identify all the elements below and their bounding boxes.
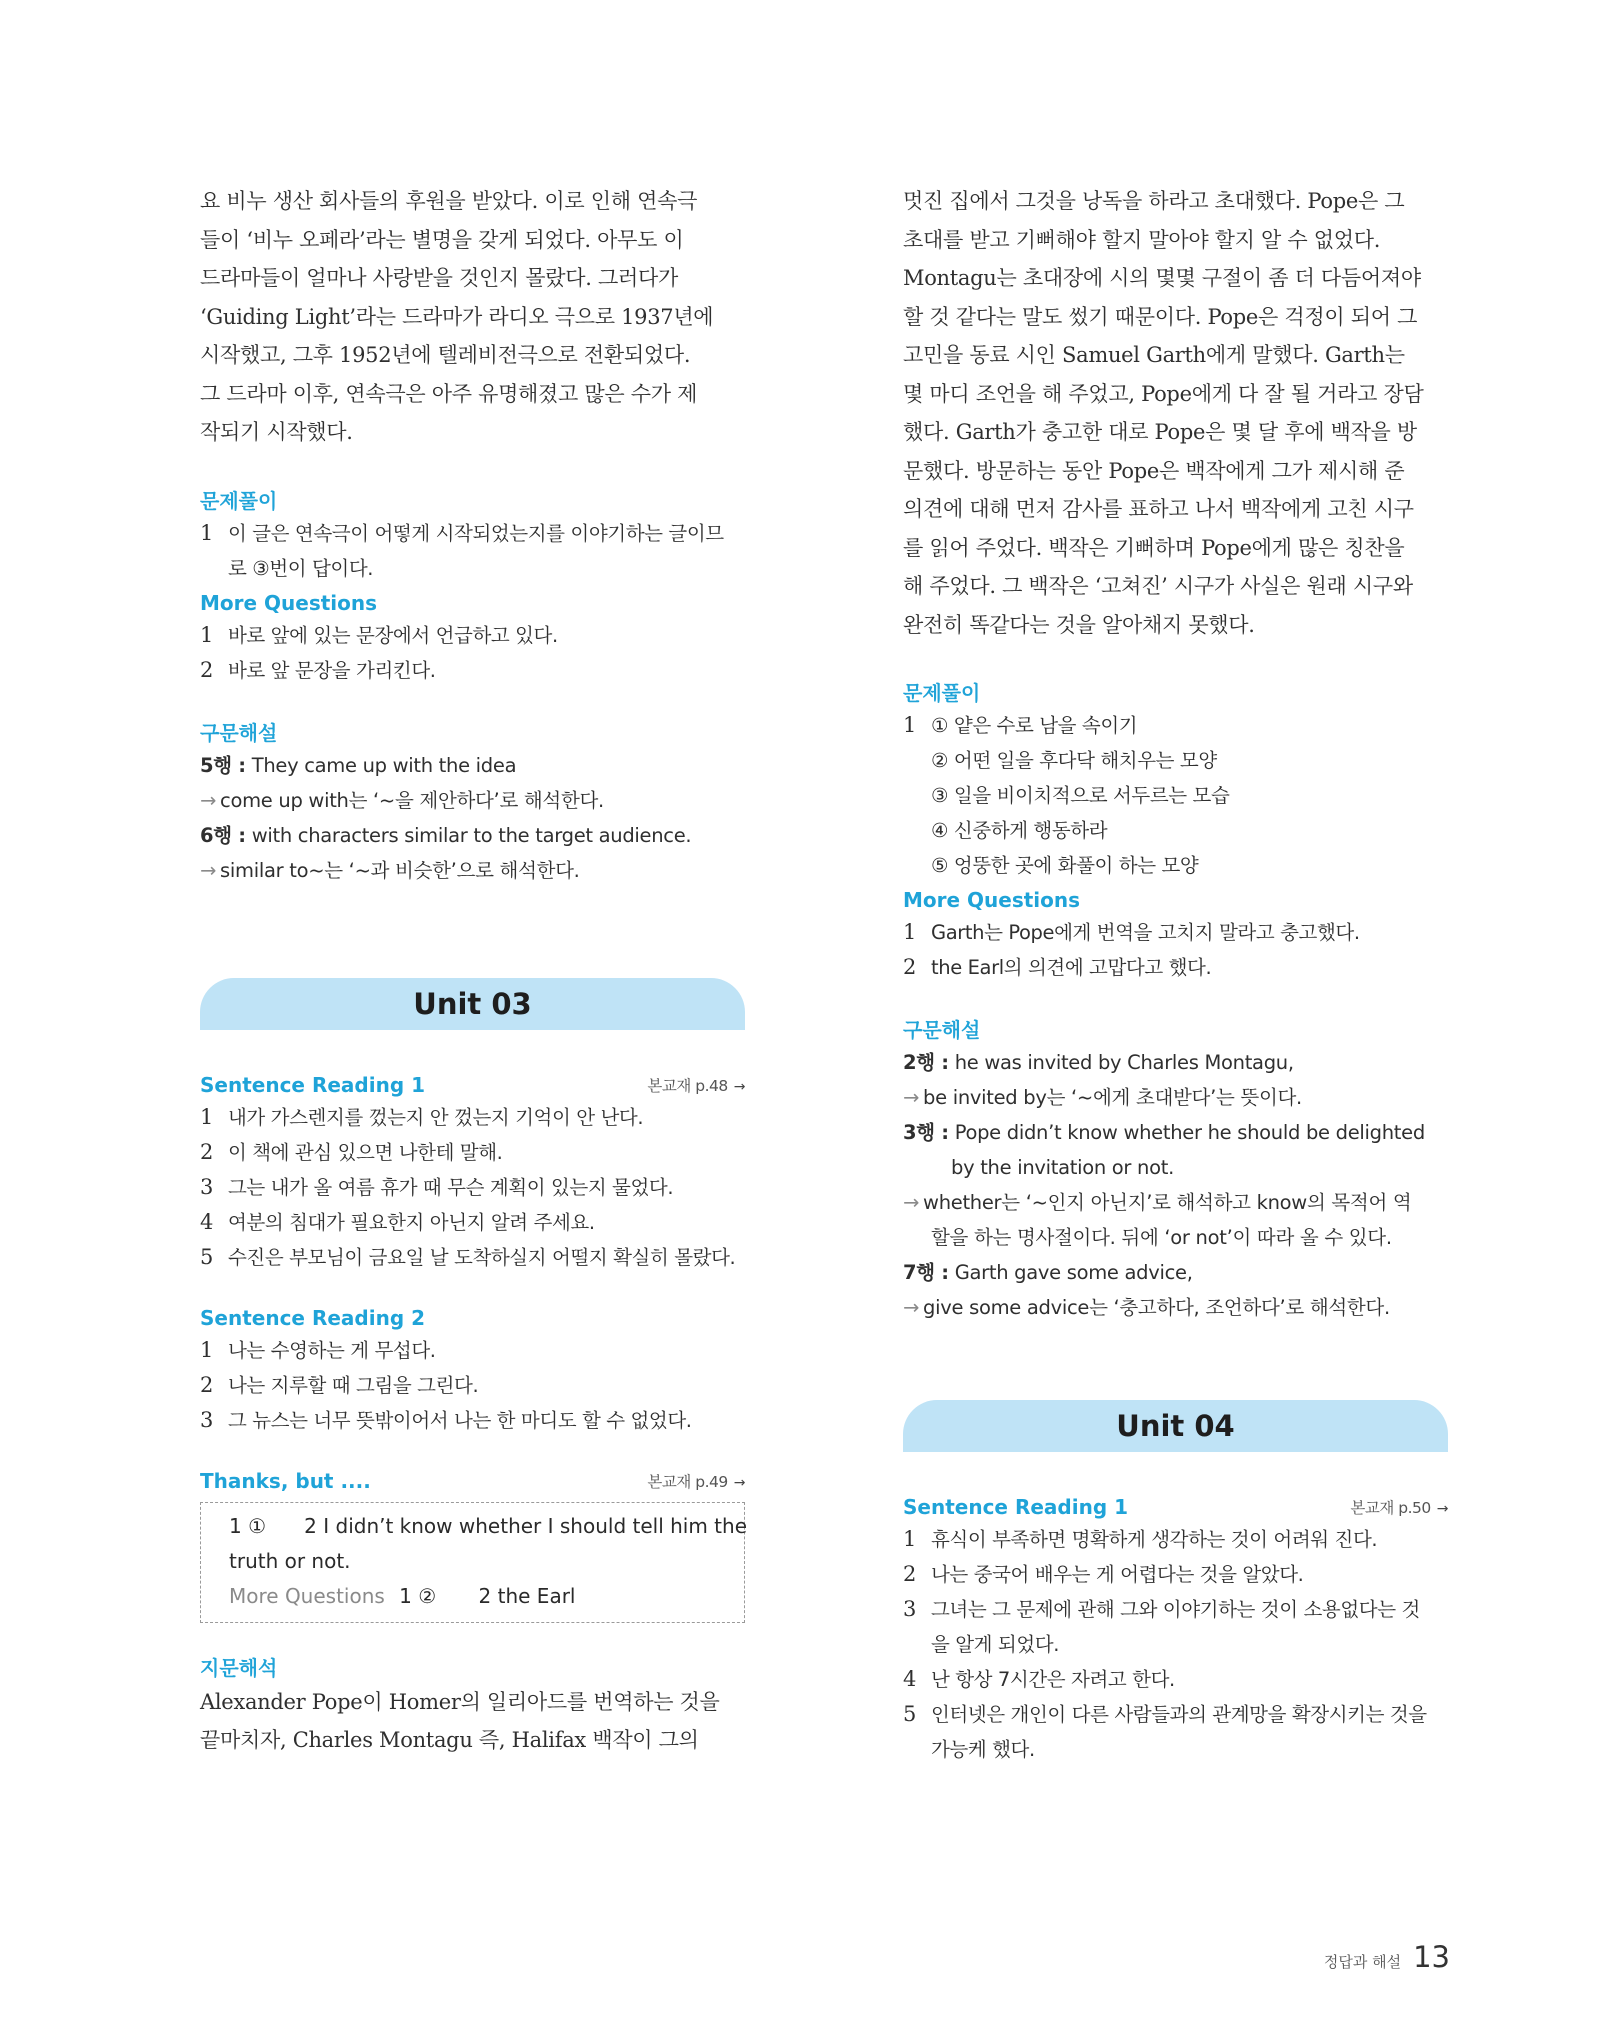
arrow-icon: → — [903, 1296, 920, 1319]
grammar-text: Pope didn’t know whether he should be delighted — [954, 1121, 1425, 1144]
unit-banner — [200, 978, 745, 1030]
item-number: 2 — [200, 1372, 213, 1397]
list-item — [903, 1557, 1448, 1592]
item-text: 바로 앞에 있는 문장에서 언급하고 있다. — [228, 623, 558, 647]
grammar-note-continued: 할을 하는 명사절이다. 뒤에 ‘or not’이 따라 올 수 있다. — [931, 1226, 1392, 1249]
grammar-text: similar to~는 ‘~과 비슷한’으로 해석한다. — [220, 858, 580, 882]
item-text: ⑤ 엉뚱한 곳에 화풀이 하는 모양 — [931, 854, 1199, 877]
text-line: 작되기 시작했다. — [200, 420, 353, 444]
translation-paragraph — [200, 1683, 745, 1760]
page-reference — [647, 1074, 745, 1096]
page-footer — [1324, 1940, 1450, 1974]
unit-title: Unit 03 — [413, 986, 532, 1021]
answer-box — [200, 1502, 748, 1623]
list-item — [200, 1240, 745, 1275]
arrow-right-icon: → — [733, 1474, 745, 1491]
line-ref: 2행 : — [903, 1051, 949, 1074]
section-header — [903, 1492, 1448, 1522]
page-number: 13 — [1413, 1940, 1450, 1974]
answer-value: 1 ② — [399, 1583, 437, 1608]
arrow-icon: → — [200, 858, 217, 882]
item-number: 3 — [200, 1407, 213, 1432]
problem-title: 문제풀이 — [903, 681, 981, 705]
arrow-icon: → — [200, 788, 217, 812]
list-item — [200, 1403, 745, 1438]
grammar-text: Garth gave some advice, — [954, 1261, 1193, 1284]
item-text: 가능케 했다. — [931, 1738, 1035, 1761]
text-line: 했다. Garth가 충고한 대로 Pope은 몇 달 후에 백작을 방 — [903, 420, 1417, 444]
sentence-reading-2-title: Sentence Reading 2 — [200, 1305, 426, 1330]
list-item — [200, 1135, 745, 1170]
page-reference-text: 본교재 p.49 — [647, 1472, 728, 1491]
grammar-text: They came up with the idea — [251, 753, 517, 777]
grammar-text: he was invited by Charles Montagu, — [954, 1051, 1294, 1074]
grammar-text: come up with는 ‘~을 제안하다’로 해석한다. — [220, 788, 604, 812]
text-line: 멋진 집에서 그것을 낭독을 하라고 초대했다. Pope은 그 — [903, 189, 1405, 213]
page-reference-text: 본교재 p.50 — [1350, 1499, 1431, 1517]
item-number: 1 — [903, 1527, 916, 1551]
more-questions-label: More Questions — [229, 1583, 385, 1608]
line-ref: 6행 : — [200, 823, 246, 847]
grammar-note — [903, 1290, 1448, 1325]
item-text: 나는 지루할 때 그림을 그린다. — [228, 1373, 479, 1397]
text-line: 끝마치자, Charles Montagu 즉, Halifax 백작이 그의 — [200, 1728, 699, 1752]
answer-line: truth or not. — [229, 1548, 351, 1573]
item-number: 1 — [200, 1104, 213, 1129]
item-text: 여분의 침대가 필요한지 아닌지 알려 주세요. — [228, 1210, 595, 1234]
answer-more-questions — [229, 1579, 744, 1614]
item-number: 1 — [200, 622, 213, 647]
arrow-right-icon: → — [733, 1078, 745, 1095]
item-text: the Earl의 의견에 고맙다고 했다. — [931, 956, 1212, 979]
grammar-text: with characters similar to the target audience. — [251, 823, 692, 847]
item-text: ③ 일을 비이치적으로 서두르는 모습 — [931, 784, 1230, 807]
item-text: 이 책에 관심 있으면 나한테 말해. — [228, 1140, 503, 1164]
text-line: 완전히 똑같다는 것을 알아채지 못했다. — [903, 612, 1255, 637]
text-line: 해 주었다. 그 백작은 ‘고쳐진’ 시구가 사실은 원래 시구와 — [903, 574, 1413, 598]
item-text: 내가 가스렌지를 껐는지 안 껐는지 기억이 안 난다. — [228, 1105, 644, 1129]
grammar-title: 구문해설 — [903, 1018, 981, 1042]
item-number: 2 — [903, 955, 916, 979]
list-item — [200, 618, 745, 653]
thanks-but-title: Thanks, but .... — [200, 1468, 371, 1493]
item-number: 2 — [200, 657, 213, 682]
list-item — [200, 1368, 745, 1403]
text-line: 몇 마디 조언을 해 주었고, Pope에게 다 잘 될 거라고 장담 — [903, 381, 1424, 406]
arrow-right-icon: → — [1436, 1501, 1448, 1517]
list-item — [903, 950, 1448, 985]
arrow-icon: → — [903, 1191, 920, 1214]
list-item — [903, 1522, 1448, 1557]
item-number: 1 — [903, 713, 916, 737]
text-line: 고민을 동료 시인 Samuel Garth에게 말했다. Garth는 — [903, 343, 1405, 367]
grammar-note — [903, 1185, 1448, 1220]
item-number: 3 — [200, 1174, 213, 1199]
grammar-line — [903, 1255, 1448, 1290]
answer-line: 1 ① 2 I didn’t know whether I should tell him the — [229, 1513, 748, 1538]
item-text: 나는 중국어 배우는 게 어렵다는 것을 알았다. — [931, 1563, 1304, 1586]
text-line: 들이 ‘비누 오페라’라는 별명을 갖게 되었다. 아무도 이 — [200, 227, 684, 252]
grammar-text: whether는 ‘~인지 아닌지’로 해석하고 know의 목적어 역 — [923, 1191, 1412, 1214]
grammar-note — [200, 783, 745, 818]
list-item-continued — [200, 551, 745, 586]
item-text: 그녀는 그 문제에 관해 그와 이야기하는 것이 소용없다는 것 — [931, 1598, 1420, 1621]
left-column — [200, 182, 748, 1760]
list-item — [200, 653, 745, 688]
right-intro-paragraph — [903, 182, 1448, 644]
list-item — [200, 1333, 745, 1368]
list-item-continued — [903, 1627, 1448, 1662]
item-text: 그는 내가 올 여름 휴가 때 무슨 계획이 있는지 물었다. — [228, 1175, 674, 1199]
list-item — [903, 1592, 1448, 1627]
grammar-note — [200, 853, 745, 888]
grammar-text: give some advice는 ‘충고하다, 조언하다’로 해석한다. — [923, 1296, 1390, 1319]
item-number: 5 — [903, 1702, 916, 1726]
text-line: 초대를 받고 기뻐해야 할지 말아야 할지 알 수 없었다. — [903, 227, 1381, 252]
unit-title: Unit 04 — [1116, 1409, 1235, 1443]
item-text: 나는 수영하는 게 무섭다. — [228, 1338, 436, 1362]
text-line: 시작했고, 그후 1952년에 텔레비전극으로 전환되었다. — [200, 343, 691, 367]
item-number: 2 — [200, 1139, 213, 1164]
item-text: 인터넷은 개인이 다른 사람들과의 관계망을 확장시키는 것을 — [931, 1703, 1427, 1726]
list-item-continued — [903, 743, 1448, 778]
page-reference — [647, 1470, 745, 1492]
text-line: Montagu는 초대장에 시의 몇몇 구절이 좀 더 다듬어져야 — [903, 266, 1421, 290]
grammar-text: be invited by는 ‘~에게 초대받다’는 뜻이다. — [923, 1086, 1302, 1109]
answer-value: 2 the Earl — [478, 1583, 576, 1608]
footer-label: 정답과 해설 — [1323, 1953, 1402, 1971]
text-line: 그 드라마 이후, 연속극은 아주 유명해졌고 많은 수가 제 — [200, 381, 698, 406]
unit-banner — [903, 1400, 1448, 1452]
item-number: 4 — [903, 1667, 916, 1691]
sentence-reading-1-title: Sentence Reading 1 — [903, 1495, 1129, 1519]
item-number: 5 — [200, 1244, 213, 1269]
text-line: ‘Guiding Light’라는 드라마가 라디오 극으로 1937년에 — [200, 304, 714, 329]
item-number: 1 — [200, 1337, 213, 1362]
list-item — [903, 708, 1448, 743]
list-item — [200, 1170, 745, 1205]
line-ref: 5행 : — [200, 753, 246, 777]
list-item-continued — [903, 813, 1448, 848]
grammar-line-continued: by the invitation or not. — [951, 1156, 1174, 1179]
text-line: 를 읽어 주었다. 백작은 기뻐하며 Pope에게 많은 칭찬을 — [903, 535, 1405, 560]
item-number: 2 — [903, 1562, 916, 1586]
list-item-continued — [903, 848, 1448, 883]
grammar-line — [903, 1045, 1448, 1080]
item-text: 수진은 부모님이 금요일 날 도착하실지 어떨지 확실히 몰랐다. — [228, 1245, 736, 1269]
more-questions-title: More Questions — [903, 888, 1081, 912]
item-text: ① 얕은 수로 남을 속이기 — [931, 714, 1138, 737]
item-number: 1 — [903, 920, 916, 944]
text-line: 할 것 같다는 말도 썼기 때문이다. Pope은 걱정이 되어 그 — [903, 304, 1418, 329]
item-number: 4 — [200, 1209, 213, 1234]
item-text: ② 어떤 일을 후다닥 해치우는 모양 — [931, 749, 1217, 772]
text-line: 의견에 대해 먼저 감사를 표하고 나서 백작에게 고친 시구 — [903, 497, 1414, 521]
line-ref: 7행 : — [903, 1261, 949, 1284]
item-text: 휴식이 부족하면 명확하게 생각하는 것이 어려워 진다. — [931, 1528, 1378, 1551]
item-text: 을 알게 되었다. — [931, 1633, 1060, 1656]
item-text: ④ 신중하게 행동하라 — [931, 819, 1108, 842]
list-item — [200, 1100, 745, 1135]
item-number: 1 — [200, 520, 213, 545]
line-ref: 3행 : — [903, 1121, 949, 1144]
grammar-line — [903, 1115, 1448, 1150]
item-text: 난 항상 7시간은 자려고 한다. — [931, 1668, 1175, 1691]
item-text: 바로 앞 문장을 가리킨다. — [228, 658, 436, 682]
grammar-line — [200, 818, 745, 853]
text-line: 문했다. 방문하는 동안 Pope은 백작에게 그가 제시해 준 — [903, 458, 1405, 483]
item-number: 3 — [903, 1597, 916, 1621]
problem-title: 문제풀이 — [200, 488, 278, 513]
list-item-continued — [903, 778, 1448, 813]
list-item — [903, 915, 1448, 950]
item-text: 그 뉴스는 너무 뜻밖이어서 나는 한 마디도 할 수 없었다. — [228, 1408, 692, 1432]
item-text: Garth는 Pope에게 번역을 고치지 말라고 충고했다. — [931, 921, 1360, 944]
translation-title: 지문해석 — [200, 1655, 278, 1680]
more-questions-title: More Questions — [200, 590, 378, 615]
grammar-note — [903, 1080, 1448, 1115]
sentence-reading-1-title: Sentence Reading 1 — [200, 1072, 426, 1097]
text-line: 드라마들이 얼마나 사랑받을 것인지 몰랐다. 그러다가 — [200, 266, 678, 290]
text-line: Alexander Pope이 Homer의 일리아드를 번역하는 것을 — [200, 1689, 720, 1714]
item-text: 이 글은 연속극이 어떻게 시작되었는지를 이야기하는 글이므 — [228, 521, 724, 545]
page-reference — [1350, 1496, 1448, 1518]
grammar-line — [200, 748, 745, 783]
list-item — [200, 516, 745, 551]
item-text: 로 ③번이 답이다. — [228, 556, 374, 580]
arrow-icon: → — [903, 1086, 920, 1109]
list-item — [200, 1205, 745, 1240]
grammar-title: 구문해설 — [200, 720, 278, 745]
left-intro-paragraph — [200, 182, 745, 452]
list-item-continued — [903, 1732, 1448, 1767]
list-item — [903, 1662, 1448, 1697]
list-item — [903, 1697, 1448, 1732]
text-line: 요 비누 생산 회사들의 후원을 받았다. 이로 인해 연속극 — [200, 189, 698, 213]
section-header — [200, 1466, 745, 1496]
page-reference-text: 본교재 p.48 — [647, 1076, 728, 1095]
section-header — [200, 1070, 745, 1100]
right-column — [903, 182, 1448, 1767]
